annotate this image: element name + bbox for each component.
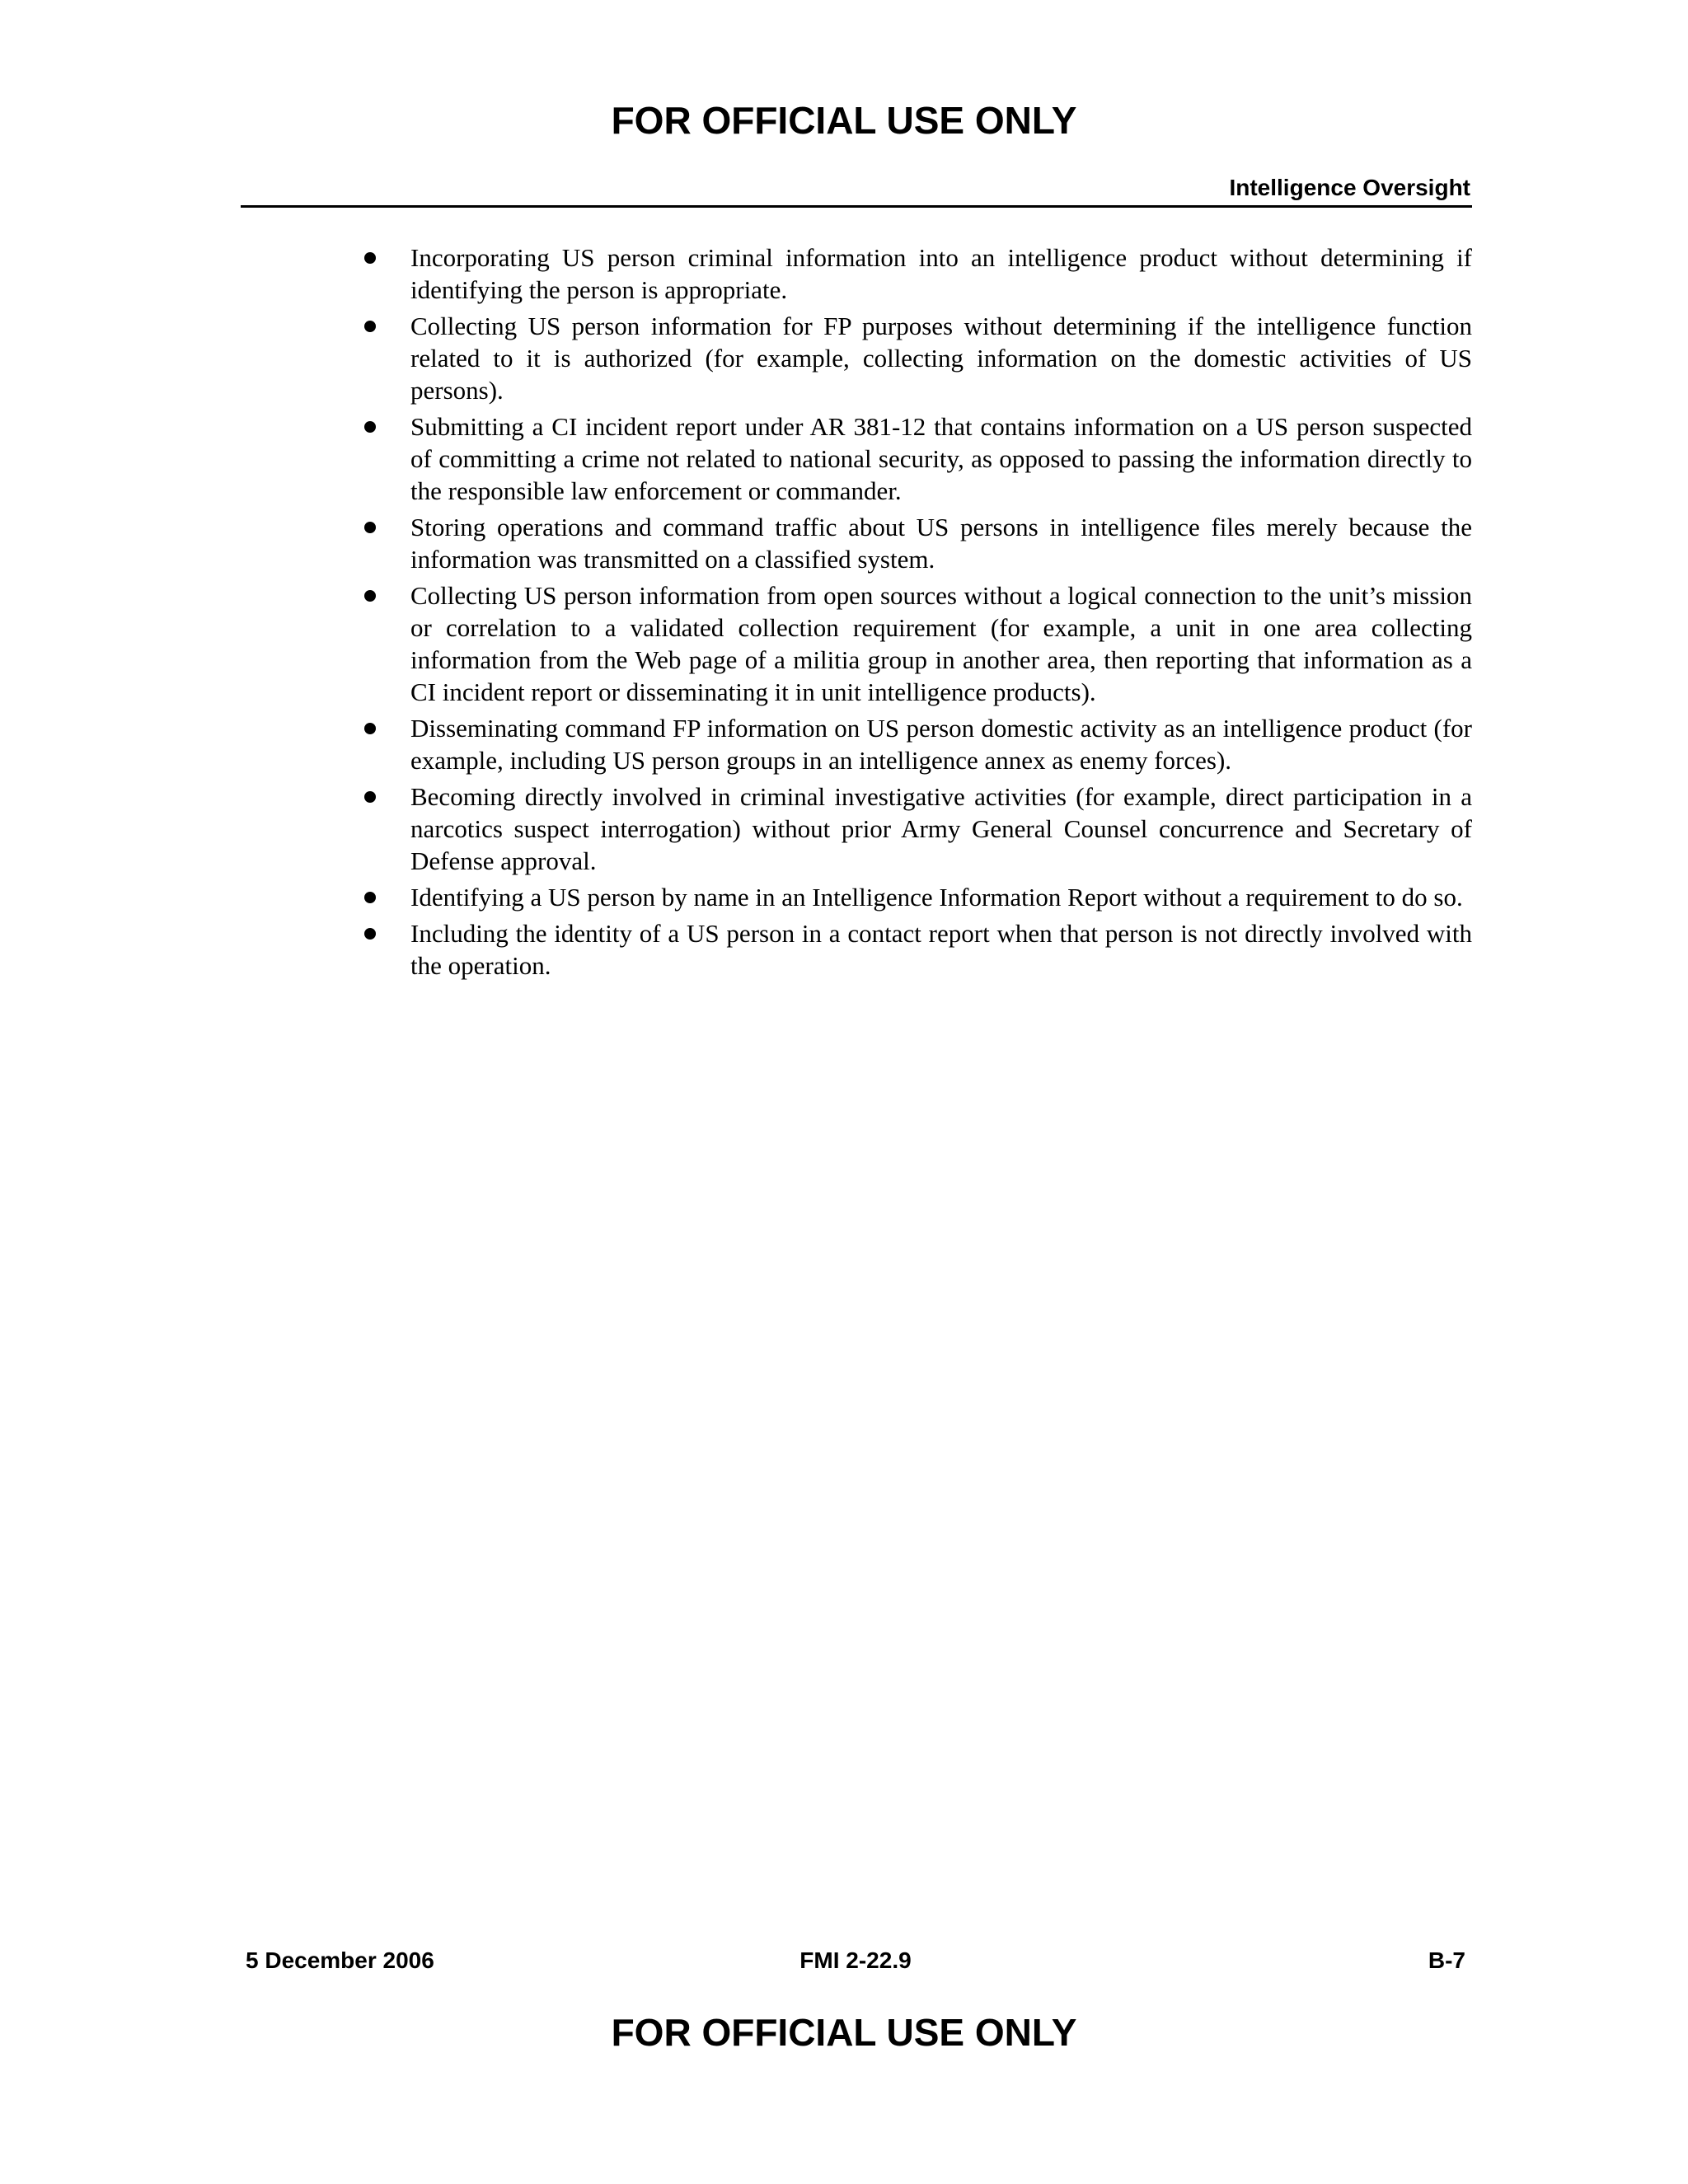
footer-page-number: B-7 — [1428, 1947, 1465, 1973]
bullet-list — [361, 241, 1472, 986]
bullet-icon — [364, 421, 376, 433]
list-item-text: Identifying a US person by name in an Intelligence Information Report without a requirement to do so. — [410, 883, 1463, 912]
list-item — [361, 579, 1472, 708]
list-item — [361, 881, 1472, 913]
list-item — [361, 780, 1472, 877]
list-item — [361, 241, 1472, 306]
list-item-text: Incorporating US person criminal information into an intelligence product without determining if identifying the person is appropriate. — [410, 243, 1472, 304]
list-item-text: Including the identity of a US person in a contact report when that person is not directly involved with the operation. — [410, 919, 1472, 980]
list-item-text: Becoming directly involved in criminal investigative activities (for example, direct participation in a narcotics suspect interrogation) without prior Army General Counsel concurrence and Secretary of Defense approval. — [410, 782, 1472, 875]
bullet-icon — [364, 928, 376, 940]
list-item-text: Collecting US person information from open sources without a logical connection to the unit’s mission or correlation to a validated collection requirement (for example, a unit in one area collecting information from the Web page of a militia group in another area, then reporting that information as a CI incident report or disseminating it in unit intelligence products). — [410, 581, 1472, 706]
list-item-text: Storing operations and command traffic about US persons in intelligence files merely because the information was transmitted on a classified system. — [410, 513, 1472, 574]
bullet-icon — [364, 590, 376, 602]
list-item — [361, 917, 1472, 982]
bullet-icon — [364, 252, 376, 264]
bullet-icon — [364, 791, 376, 803]
list-item — [361, 310, 1472, 406]
top-classification-marking: FOR OFFICIAL USE ONLY — [611, 99, 1077, 142]
list-item-text: Collecting US person information for FP purposes without determining if the intelligence function related to it is authorized (for example, collecting information on the domestic activities of US persons). — [410, 312, 1472, 405]
bullet-icon — [364, 522, 376, 533]
header-divider — [241, 205, 1472, 208]
running-header-section-title: Intelligence Oversight — [1229, 175, 1470, 200]
footer-publication: FMI 2-22.9 — [799, 1947, 912, 1973]
bullet-icon — [364, 892, 376, 903]
list-item-text: Submitting a CI incident report under AR 381-12 that contains information on a US person suspected of committing a crime not related to national security, as opposed to passing the information directly to the responsible law enforcement or commander. — [410, 412, 1472, 505]
list-item — [361, 712, 1472, 776]
bullet-icon — [364, 321, 376, 332]
bullet-icon — [364, 723, 376, 734]
bottom-classification-marking: FOR OFFICIAL USE ONLY — [611, 2011, 1077, 2054]
list-item — [361, 410, 1472, 507]
footer-date: 5 December 2006 — [246, 1947, 434, 1973]
page-footer — [241, 1947, 1470, 1975]
list-item — [361, 511, 1472, 575]
list-item-text: Disseminating command FP information on US person domestic activity as an intelligence product (for example, including US person groups in an intelligence annex as enemy forces). — [410, 714, 1472, 775]
